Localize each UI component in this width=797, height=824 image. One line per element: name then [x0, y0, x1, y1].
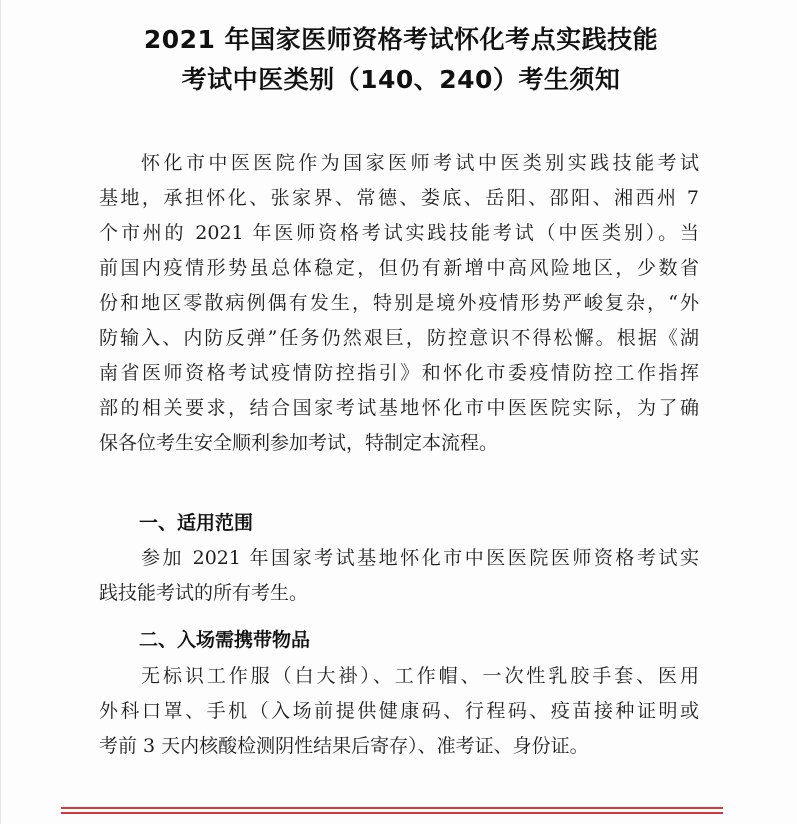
items-line: 外科口罩、手机（入场前提供健康码、行程码、疫苗接种证明或	[99, 700, 699, 722]
section-heading-scope: 一、适用范围	[139, 512, 254, 534]
footer-red-rule	[61, 807, 723, 809]
document-title-line-1: 2021 年国家医师资格考试怀化考点实践技能	[143, 25, 659, 54]
intro-line: 防输入、内防反弹”任务仍然艰巨，防控意识不得松懈。根据《湖	[99, 327, 699, 349]
section-heading-items: 二、入场需携带物品	[139, 629, 311, 651]
document-title-line-2: 考试中医类别（140、240）考生须知	[181, 65, 621, 94]
items-line: 无标识工作服（白大褂）、工作帽、一次性乳胶手套、医用	[141, 665, 699, 687]
intro-line: 怀化市中医医院作为国家医师考试中医类别实践技能考试	[141, 152, 699, 174]
scope-paragraph	[99, 541, 699, 611]
items-line: 考前 3 天内核酸检测阴性结果后寄存）、准考证、身份证。	[99, 735, 589, 757]
intro-line: 前国内疫情形势虽总体稳定，但仍有新增中高风险地区，少数省	[99, 257, 699, 279]
intro-paragraph	[99, 146, 699, 461]
intro-line: 南省医师资格考试疫情防控指引》和怀化市委疫情防控工作指挥	[99, 362, 699, 384]
intro-line: 部的相关要求，结合国家考试基地怀化市中医医院实际，为了确	[99, 397, 699, 419]
intro-line: 个市州的 2021 年医师资格考试实践技能考试（中医类别）。当	[99, 222, 699, 244]
footer-red-rule	[61, 812, 723, 814]
intro-line: 基地，承担怀化、张家界、常德、娄底、岳阳、邵阳、湘西州 7	[99, 187, 699, 209]
intro-line: 保各位考生安全顺利参加考试，特制定本流程。	[99, 432, 499, 454]
items-paragraph	[99, 659, 699, 764]
intro-line: 份和地区零散病例偶有发生，特别是境外疫情形势严峻复杂，“外	[99, 292, 699, 314]
scope-line: 参加 2021 年国家考试基地怀化市中医医院医师资格考试实	[141, 547, 699, 569]
scope-line: 践技能考试的所有考生。	[99, 582, 309, 604]
